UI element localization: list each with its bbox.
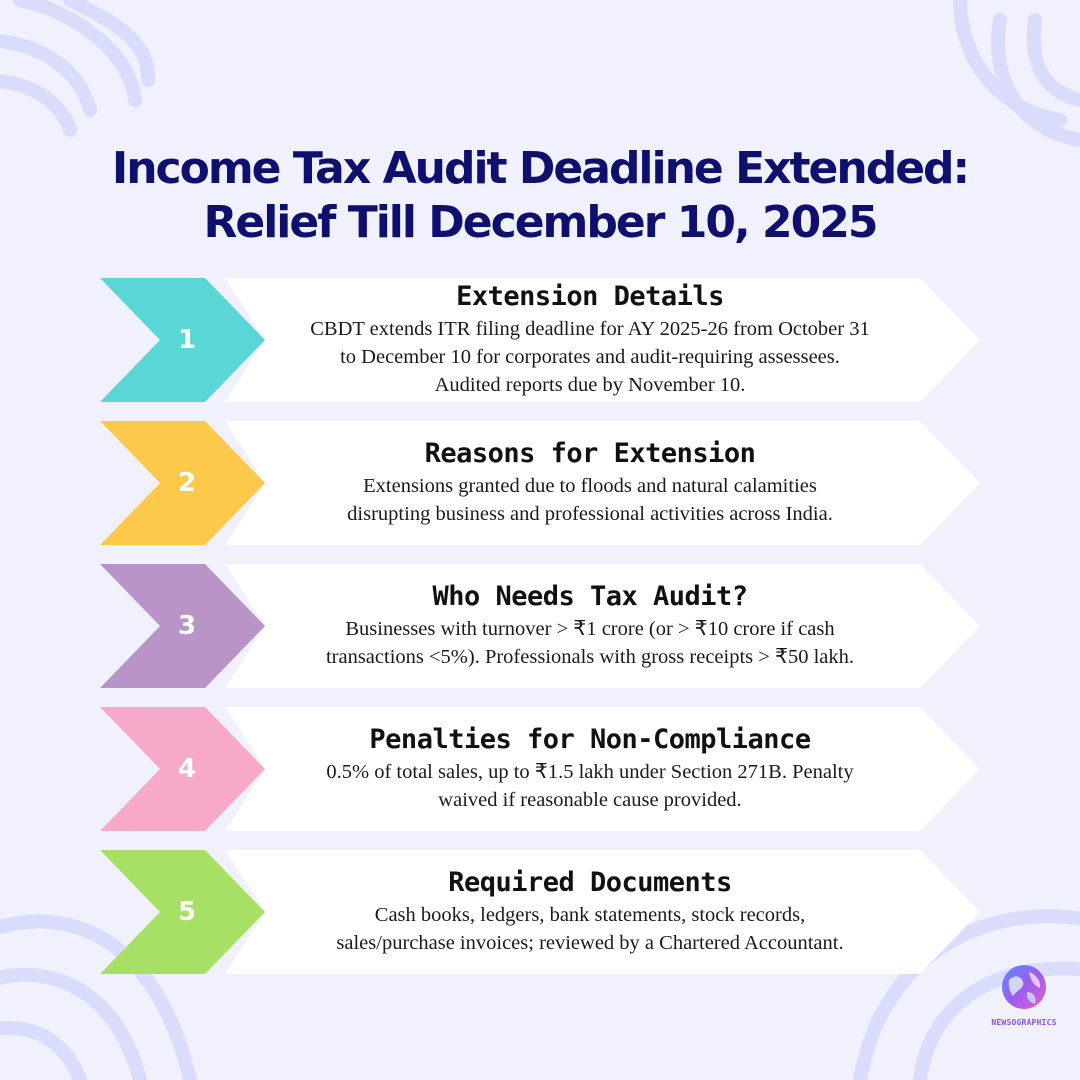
row-2-line-2: disrupting business and professional activities across India. [347,503,833,525]
page-title [0,142,1080,250]
info-row-2 [100,421,980,545]
row-5-line-1: Cash books, ledgers, bank statements, stock records, [374,904,806,926]
row-5-text [336,901,843,957]
row-1-number: 1 [177,325,197,355]
info-row-3 [100,564,980,688]
row-4-content [260,707,920,831]
row-1-text [310,315,870,399]
row-4-text [326,758,853,814]
row-4-line-2: waived if reasonable cause provided. [438,789,742,811]
row-5-line-2: sales/purchase invoices; reviewed by a Chartered Accountant. [336,932,844,954]
row-2-heading: Reasons for Extension [424,438,756,469]
row-1-line-2: to December 10 for corporates and audit-requiring assessees. [340,346,840,368]
info-row-1 [100,278,980,402]
row-2-number: 2 [177,468,197,498]
row-1-line-3: Audited reports due by November 10. [434,374,746,396]
row-5-content [260,850,920,974]
info-row-4 [100,707,980,831]
row-2-line-1: Extensions granted due to floods and natural calamities [363,475,817,497]
globe-logo-icon [999,962,1049,1012]
row-4-line-1: 0.5% of total sales, up to ₹1.5 lakh under Section 271B. Penalty [326,761,854,783]
logo-text: NEWSOGRAPHICS [991,1018,1057,1027]
row-1-content [260,278,920,402]
row-1-line-1: CBDT extends ITR filing deadline for AY 2025-26 from October 31 [310,318,870,340]
row-3-number: 3 [177,611,197,641]
row-3-line-2: transactions <5%). Professionals with gross receipts > ₹50 lakh. [325,646,855,668]
title-line-2: Relief Till December 10, 2025 [203,197,877,248]
row-2-content [260,421,920,545]
row-4-heading: Penalties for Non-Compliance [369,724,811,755]
row-1-heading: Extension Details [456,281,724,312]
row-5-number: 5 [177,897,197,927]
row-5-heading: Required Documents [448,867,732,898]
row-2-text [347,472,833,528]
title-line-1: Income Tax Audit Deadline Extended: [111,143,969,194]
row-3-line-1: Businesses with turnover > ₹1 crore (or > ₹10 crore if cash [345,618,835,640]
row-3-heading: Who Needs Tax Audit? [432,581,748,612]
row-4-number: 4 [177,754,197,784]
info-row-5 [100,850,980,974]
row-3-text [326,615,854,671]
brand-logo [986,962,1062,1032]
row-3-content [260,564,920,688]
